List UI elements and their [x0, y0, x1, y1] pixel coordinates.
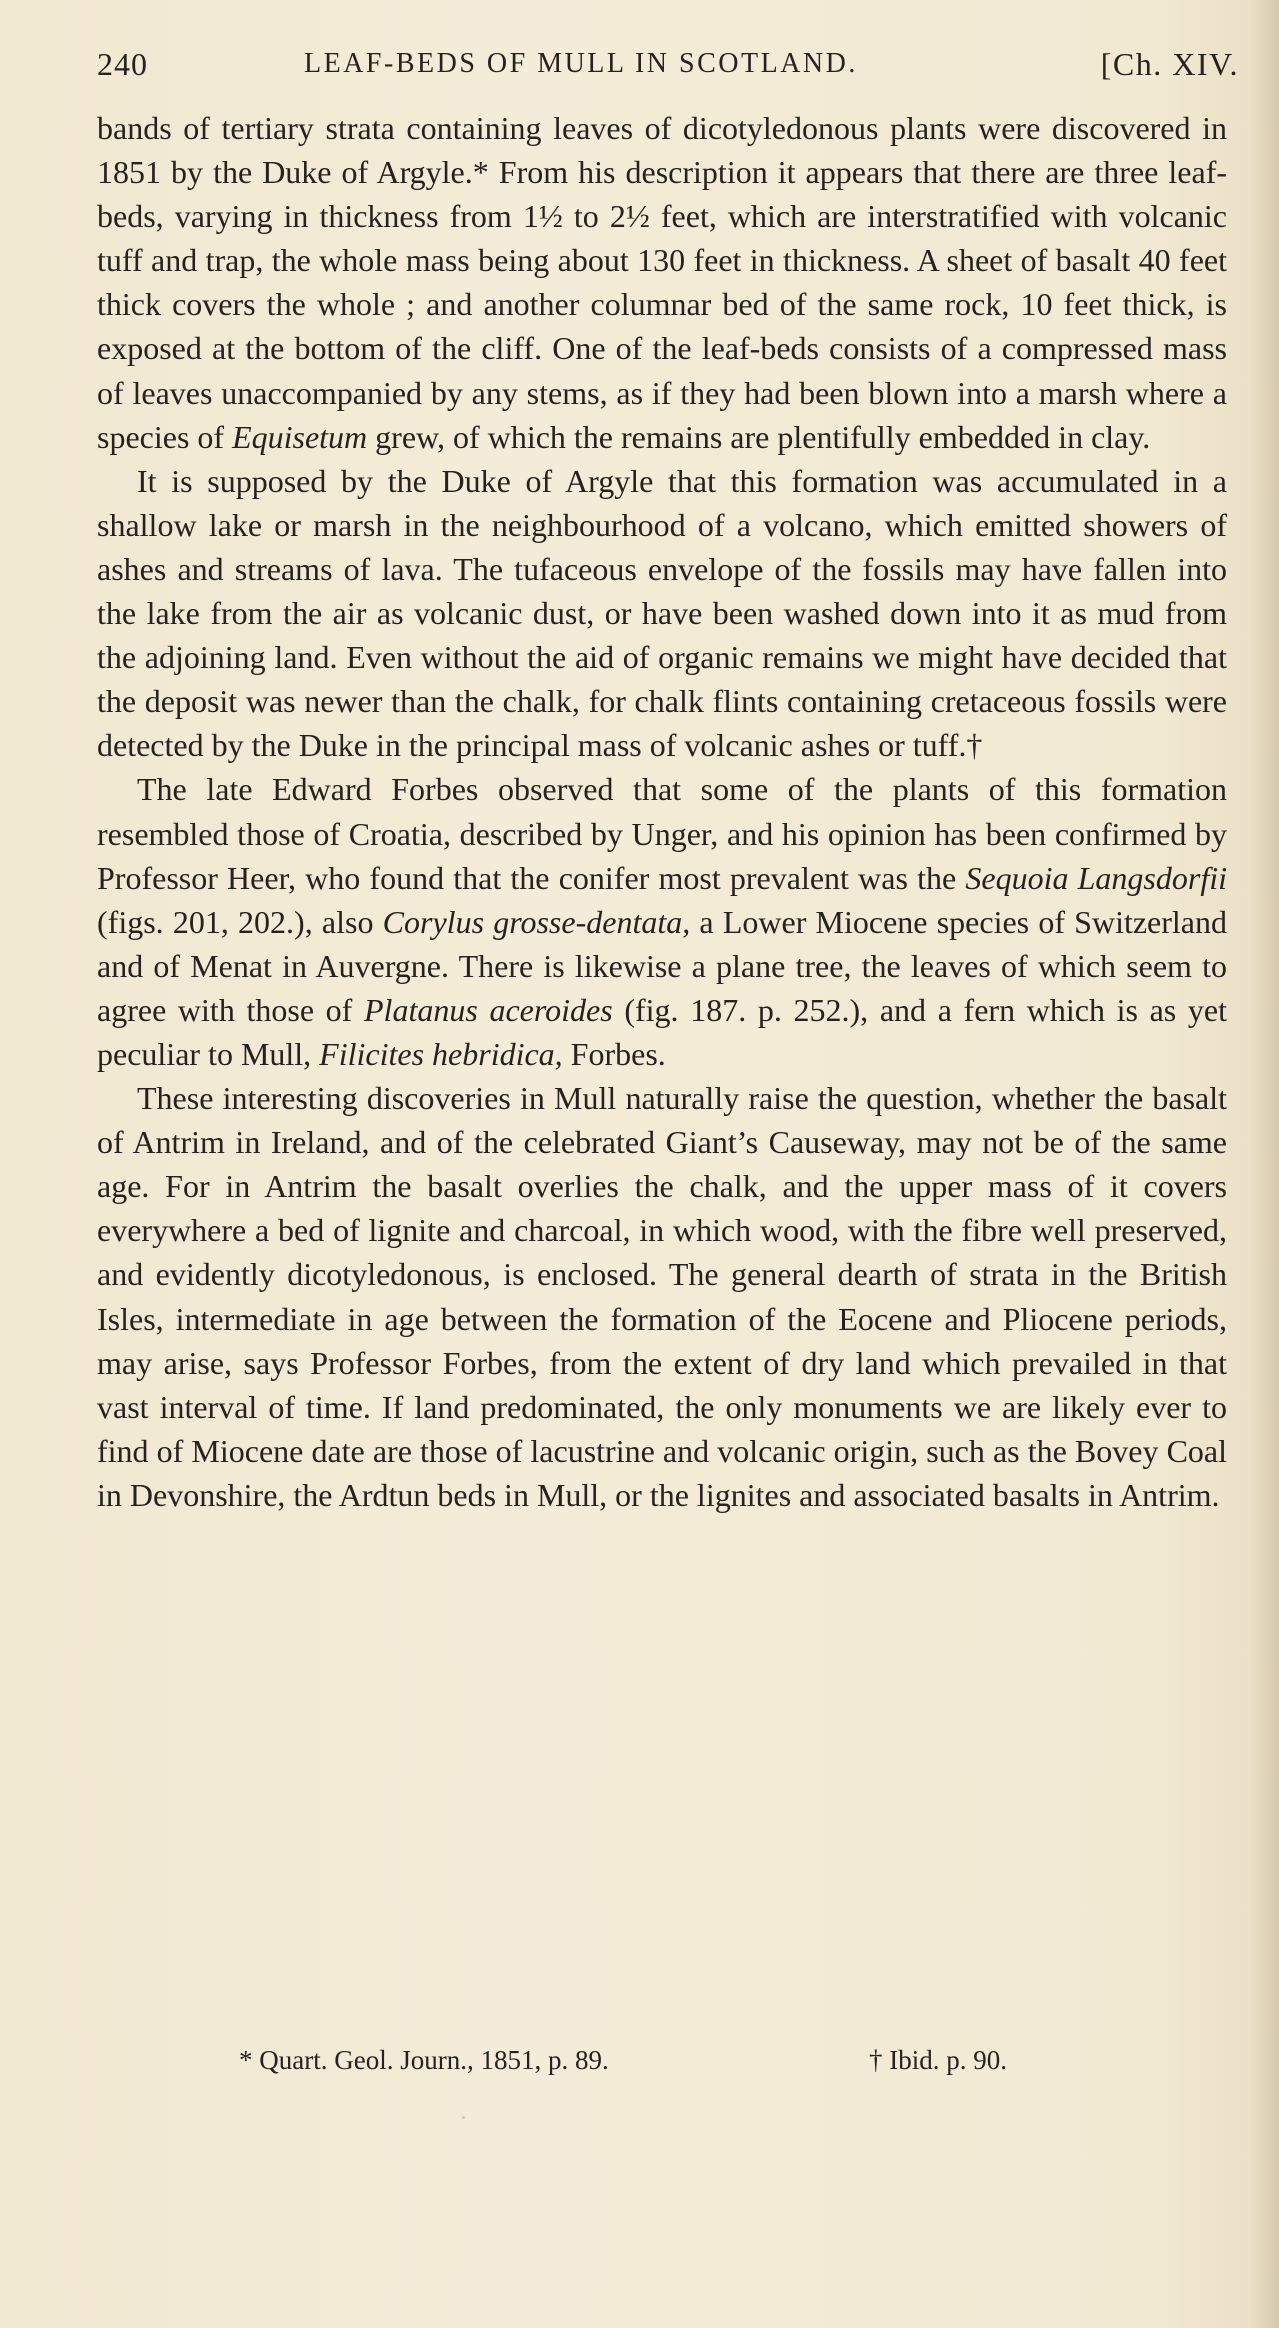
text-run: grew, of which the remains are plentifully embedded in clay. [367, 418, 1151, 455]
footnotes [97, 2041, 1227, 2085]
italic-term: Platanus aceroides [364, 991, 613, 1028]
paragraph [97, 1076, 1227, 1517]
italic-term: Sequoia Langsdorfii [965, 859, 1228, 896]
text-run: These interesting discoveries in Mull naturally raise the question, whether the basalt of Antrim in Ireland, and of the celebrated Giant’s Causeway, may not be of the same age. For in Antrim the basalt overlies the chalk, and the upper mass of it covers everywhere a bed of lignite and charcoal, in which wood, with the fibre well preserved, and evidently dicotyledonous, is enclosed. The general dearth of strata in the British Isles, intermediate in age between the formation of the Eocene and Pliocene periods, may arise, says Professor Forbes, from the extent of dry land which prevailed in that vast interval of time. If land predominated, the only monuments we are likely ever to find of Miocene date are those of lacustrine and volcanic origin, such as the Bovey Coal in Devonshire, the Ardtun beds in Mull, or the lignites and associated basalts in Antrim. [97, 1080, 1227, 1513]
text-run: The late Edward Forbes observed that some of the plants of this formation resembled those of Croatia, described by Unger, and his opinion has been confirmed by Professor Heer, who found that the conifer most prevalent was the [97, 771, 1227, 896]
footnote-1: * Quart. Geol. Journ., 1851, p. 89. [239, 2045, 609, 2075]
text-run: Forbes. [562, 1035, 666, 1072]
paragraph [97, 459, 1227, 768]
italic-term: Corylus grosse-dentata, [382, 903, 691, 940]
paper-speck [462, 2116, 465, 2119]
text-run: (figs. 201, 202.), also [97, 903, 383, 940]
running-title: LEAF-BEDS OF MULL IN SCOTLAND. [304, 48, 858, 79]
italic-term: Equisetum [232, 418, 368, 455]
page-edge-shadow [1251, 0, 1279, 2328]
text-run: a Lower Miocene species of Switzerland and of Menat in Auvergne. There is likewise a plane tree, the leaves of which seem to agree with those of [97, 903, 1228, 1028]
running-header [97, 40, 1239, 90]
text-run: bands of tertiary strata containing leaves of dicotyledonous plants were discovered in 1851 by the Duke of Argyle.* From his description it appears that there are three leaf-beds, varying in thickness from 1½ to 2½ feet, which are interstratified with volcanic tuff and trap, the whole mass being about 130 feet in thickness. A sheet of basalt 40 feet thick covers the whole ; and another columnar bed of the same rock, 10 feet thick, is exposed at the bottom of the cliff. One of the leaf-beds consists of a compressed mass of leaves unaccompanied by any stems, as if they had been blown into a marsh where a species of [97, 110, 1227, 455]
paragraph [97, 767, 1227, 1076]
page-number: 240 [97, 46, 148, 82]
paragraph [97, 106, 1227, 459]
body-text [97, 106, 1227, 1517]
text-run: It is supposed by the Duke of Argyle that this formation was accumulated in a shallow lake or marsh in the neighbourhood of a volcano, which emitted showers of ashes and streams of lava. The tufaceous envelope of the fossils may have fallen into the lake from the air as volcanic dust, or have been washed down into it as mud from the adjoining land. Even without the aid of organic remains we might have decided that the deposit was newer than the chalk, for chalk flints containing cretaceous fossils were detected by the Duke in the principal mass of volcanic ashes or tuff.† [97, 462, 1227, 764]
chapter-label: [Ch. XIV. [1100, 46, 1239, 82]
footnote-2: † Ibid. p. 90. [869, 2045, 1007, 2075]
text-run: (fig. 187. p. 252.), and a fern which is as yet peculiar to Mull, [97, 991, 1228, 1072]
italic-term: Filicites hebridica, [319, 1035, 563, 1072]
